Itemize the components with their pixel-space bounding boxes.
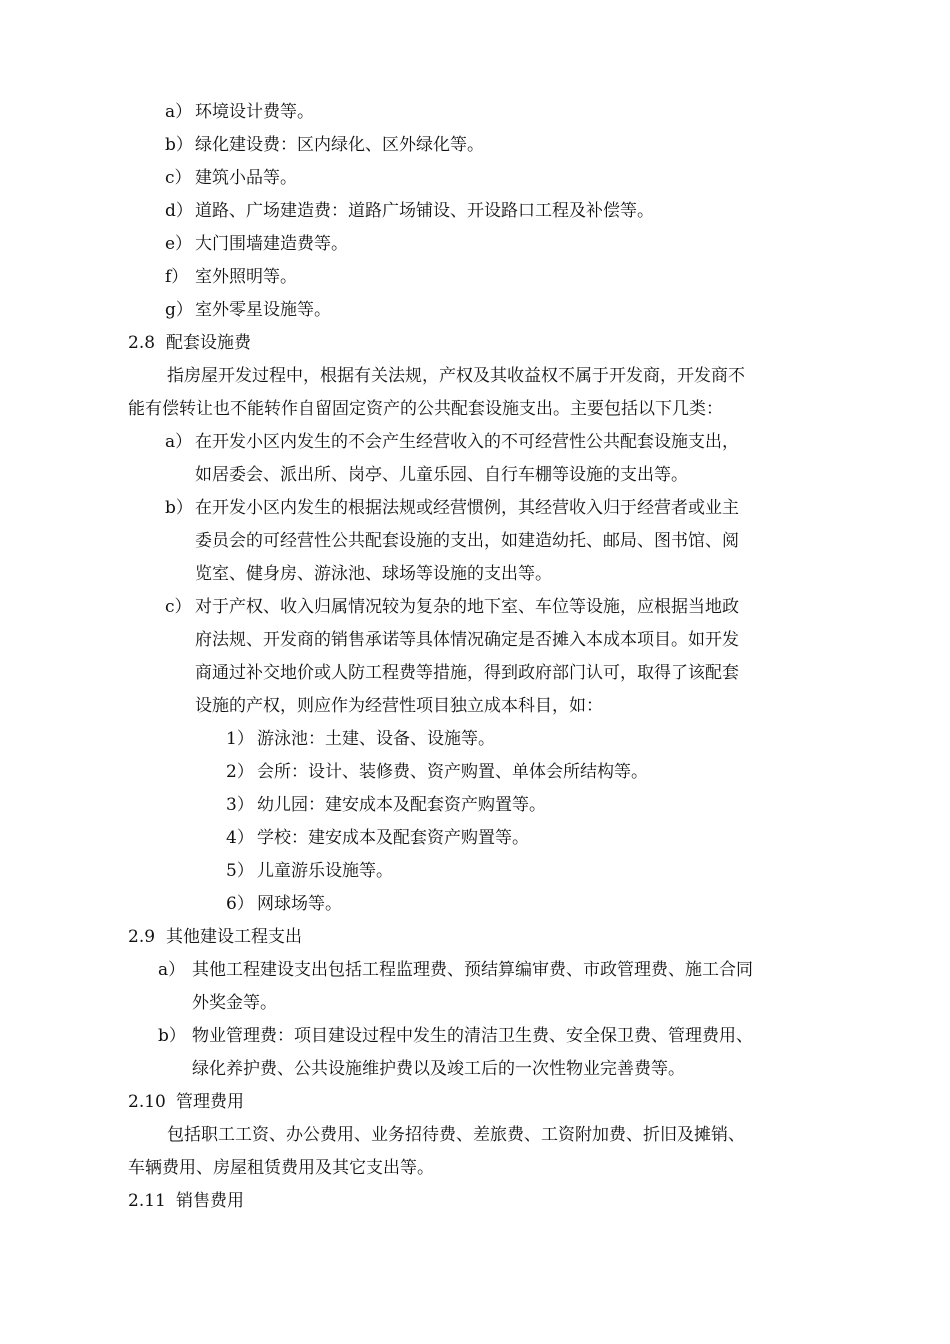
list-text: 学校：建安成本及配套资产购置等。 <box>257 828 529 848</box>
section-number: 2.9 <box>128 927 156 947</box>
list-marker: c） <box>165 597 192 617</box>
list-text: 幼儿园：建安成本及配套资产购置等。 <box>257 795 546 815</box>
section-title: 销售费用 <box>176 1191 244 1211</box>
list-marker: c） <box>165 168 192 188</box>
list-marker: 3） <box>226 795 254 815</box>
list-marker: 2） <box>226 762 254 782</box>
list-marker: b） <box>158 1026 186 1046</box>
section-title: 其他建设工程支出 <box>166 927 302 947</box>
list-item <box>165 133 484 157</box>
list-marker: 1） <box>226 729 254 749</box>
sub-list-item <box>226 826 529 850</box>
list-item <box>165 595 739 718</box>
sub-list-item <box>226 859 393 883</box>
list-marker: d） <box>165 201 193 221</box>
section-number: 2.11 <box>128 1191 166 1211</box>
section-heading-2-11 <box>128 1189 244 1213</box>
list-text: 建筑小品等。 <box>195 168 297 188</box>
list-text: 物业管理费：项目建设过程中发生的清洁卫生费、安全保卫费、管理费用、 绿化养护费、公共设施维护费以及竣工后的一次性物业完善费等。 <box>192 1026 753 1079</box>
list-text: 室外照明等。 <box>195 267 297 287</box>
section-number: 2.8 <box>128 333 156 353</box>
list-marker: a） <box>165 102 193 122</box>
list-item <box>165 265 297 289</box>
sub-list-item <box>226 760 648 784</box>
list-marker: b） <box>165 135 193 155</box>
list-text: 绿化建设费：区内绿化、区外绿化等。 <box>195 135 484 155</box>
list-marker: 5） <box>226 861 254 881</box>
list-item <box>165 199 654 223</box>
list-item <box>165 100 314 124</box>
list-item <box>165 166 297 190</box>
list-text: 游泳池：土建、设备、设施等。 <box>257 729 495 749</box>
list-text: 儿童游乐设施等。 <box>257 861 393 881</box>
sub-list-item <box>226 793 546 817</box>
list-text: 大门围墙建造费等。 <box>195 234 348 254</box>
paragraph-line: 指房屋开发过程中，根据有关法规，产权及其收益权不属于开发商，开发商不 <box>167 366 745 386</box>
section-title: 管理费用 <box>176 1092 244 1112</box>
list-item <box>158 958 753 1015</box>
list-marker: 4） <box>226 828 254 848</box>
sub-list-item <box>226 727 495 751</box>
list-marker: b） <box>165 498 193 518</box>
list-text: 道路、广场建造费：道路广场铺设、开设路口工程及补偿等。 <box>195 201 654 221</box>
paragraph-line: 车辆费用、房屋租赁费用及其它支出等。 <box>128 1158 434 1178</box>
list-text: 在开发小区内发生的不会产生经营收入的不可经营性公共配套设施支出， 如居委会、派出所、岗亭、儿童乐园、自行车棚等设施的支出等。 <box>195 432 739 485</box>
list-text: 其他工程建设支出包括工程监理费、预结算编审费、市政管理费、施工合同 外奖金等。 <box>192 960 753 1013</box>
list-text: 网球场等。 <box>257 894 342 914</box>
paragraph-line: 包括职工工资、办公费用、业务招待费、差旅费、工资附加费、折旧及摊销、 <box>167 1125 745 1145</box>
list-text: 环境设计费等。 <box>195 102 314 122</box>
sub-list-item <box>226 892 342 916</box>
section-heading-2-8 <box>128 331 251 355</box>
list-marker: a） <box>158 960 186 980</box>
section-heading-2-10 <box>128 1090 244 1114</box>
section-heading-2-9 <box>128 925 302 949</box>
list-marker: g） <box>165 300 193 320</box>
list-text: 对于产权、收入归属情况较为复杂的地下室、车位等设施，应根据当地政 府法规、开发商的销售承诺等具体情况确定是否摊入本成本项目。如开发 商通过补交地价或人防工程费等措施，得到政府部门认可，取得了该配套 设施的产权，则应作为经营性项目独立成本科目，如： <box>195 597 739 716</box>
paragraph-line: 能有偿转让也不能转作自留固定资产的公共配套设施支出。主要包括以下几类： <box>128 399 723 419</box>
list-item <box>165 496 739 586</box>
list-marker: 6） <box>226 894 254 914</box>
list-text: 室外零星设施等。 <box>195 300 331 320</box>
list-item <box>165 298 331 322</box>
list-text: 会所：设计、装修费、资产购置、单体会所结构等。 <box>257 762 648 782</box>
list-marker: e） <box>165 234 193 254</box>
list-text: 在开发小区内发生的根据法规或经营惯例，其经营收入归于经营者或业主 委员会的可经营性公共配套设施的支出，如建造幼托、邮局、图书馆、阅 览室、健身房、游泳池、球场等设施的支出等。 <box>195 498 739 584</box>
list-marker: a） <box>165 432 193 452</box>
list-item <box>165 232 348 256</box>
list-item <box>158 1024 753 1081</box>
section-title: 配套设施费 <box>166 333 251 353</box>
list-item <box>165 430 739 487</box>
list-marker: f） <box>165 267 189 287</box>
section-number: 2.10 <box>128 1092 166 1112</box>
